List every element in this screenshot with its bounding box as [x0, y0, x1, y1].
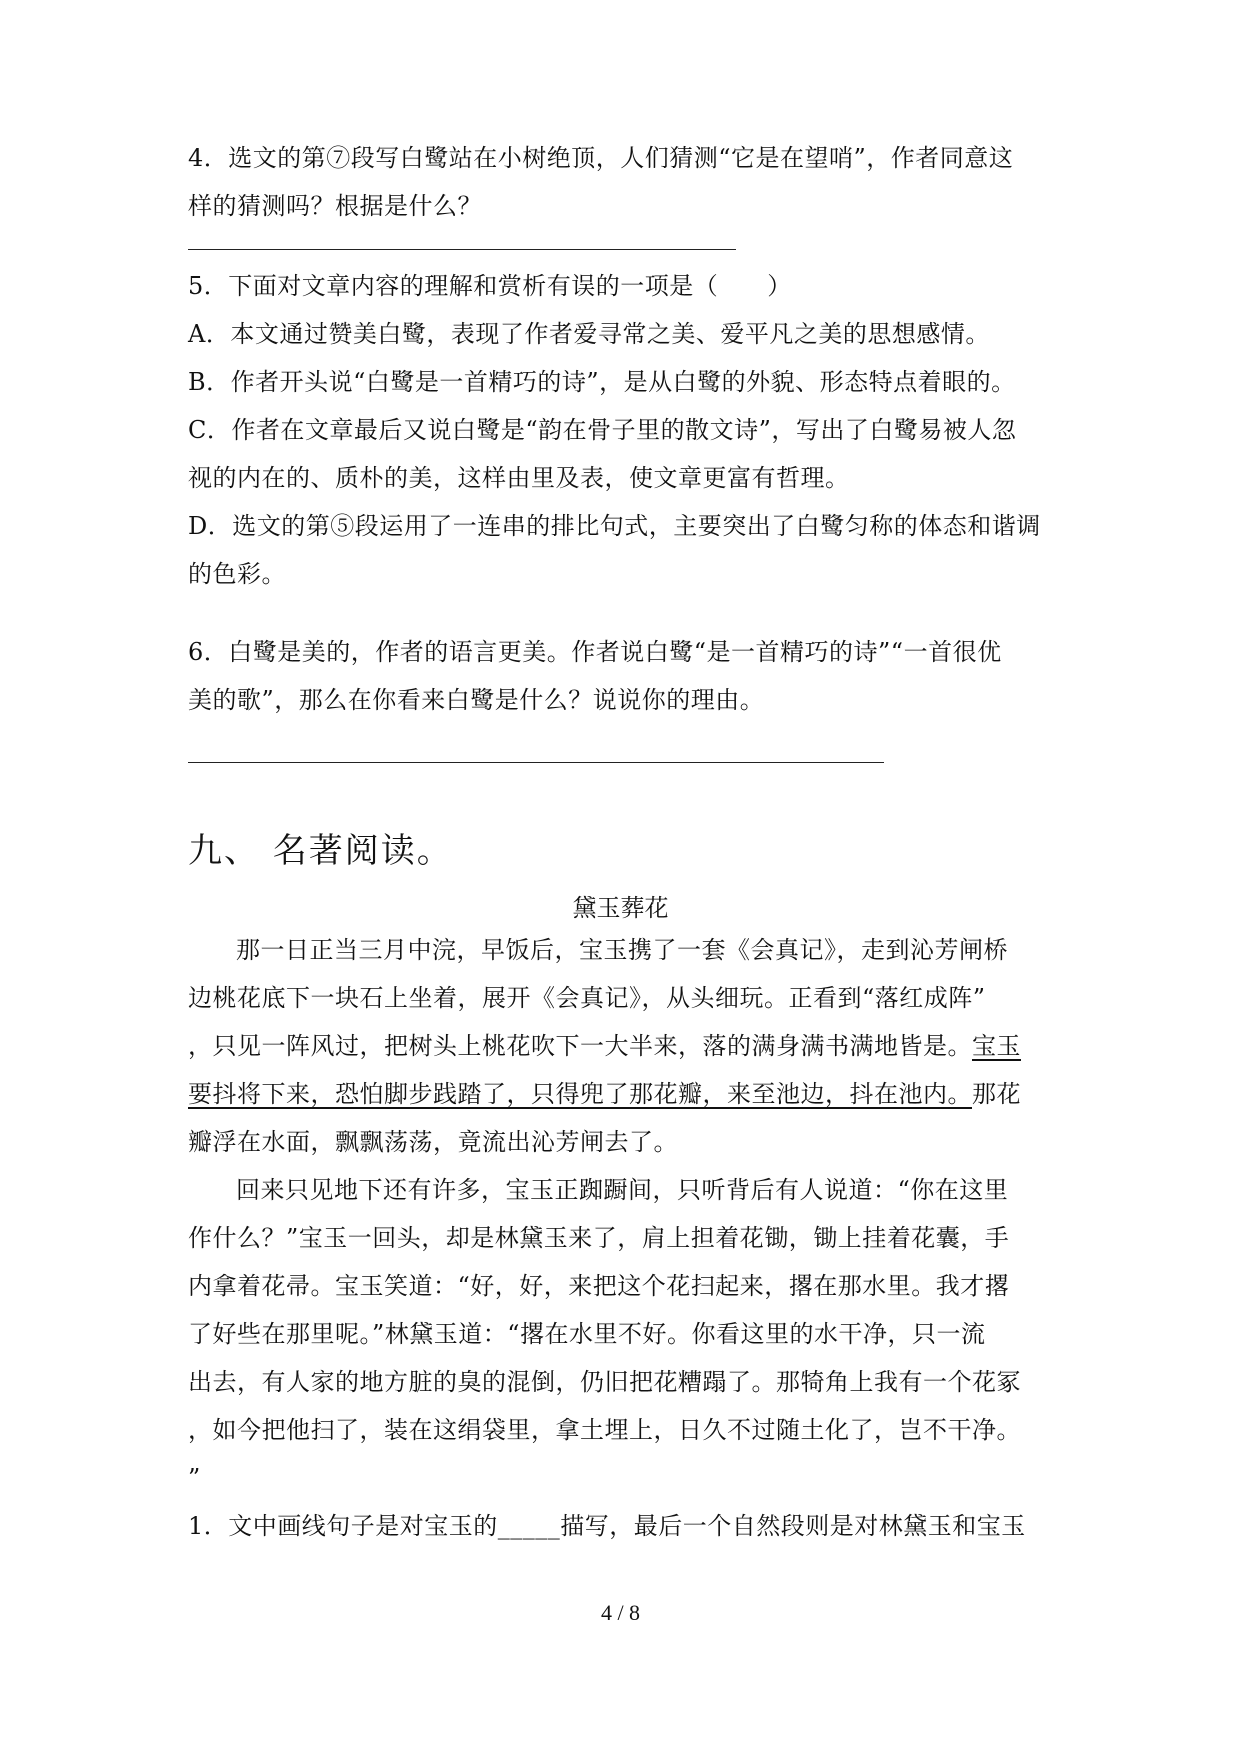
question-4-line-2: 样的猜测吗？根据是什么？: [188, 192, 482, 220]
question-9-1: 1．文中画线句子是对宝玉的_____描写，最后一个自然段则是对林黛玉和宝玉: [188, 1512, 1026, 1540]
question-5-stem: 5．下面对文章内容的理解和赏析有误的一项是（ ）: [188, 272, 792, 300]
paragraph-1-line-1: 那一日正当三月中浣，早饭后，宝玉携了一套《会真记》，走到沁芳闸桥: [236, 936, 1008, 964]
option-a: A．本文通过赞美白鹭，表现了作者爱寻常之美、爱平凡之美的思想感情。: [188, 320, 990, 348]
underlined-sentence-end: 要抖将下来，恐怕脚步践踏了，只得兜了那花瓣，来至池边，抖在池内。: [188, 1080, 972, 1108]
option-c-line-2: 视的内在的、质朴的美，这样由里及表，使文章更富有哲理。: [188, 464, 850, 492]
paragraph-1-line-5: 瓣浮在水面，飘飘荡荡，竟流出沁芳闸去了。: [188, 1128, 678, 1156]
page-number: 4 / 8: [600, 1600, 641, 1625]
article-title: 黛玉葬花: [572, 894, 669, 922]
paragraph-2-line-6: ，如今把他扫了，装在这绢袋里，拿土埋上，日久不过随土化了，岂不干净。: [188, 1416, 1021, 1444]
article-body: [188, 926, 1060, 1550]
option-b: B．作者开头说“白鹭是一首精巧的诗”，是从白鹭的外貌、形态特点着眼的。: [188, 368, 1016, 396]
paragraph-2-line-7: ”: [188, 1464, 201, 1492]
question-4: [188, 134, 1060, 230]
option-c-line-1: C．作者在文章最后又说白鹭是“韵在骨子里的散文诗”，写出了白鹭易被人忽: [188, 416, 1017, 444]
paragraph-1-line-2: 边桃花底下一块石上坐着，展开《会真记》，从头细玩。正看到“落红成阵”: [188, 984, 986, 1012]
underlined-sentence-start: 宝玉: [972, 1032, 1021, 1060]
question-6: [188, 628, 1060, 724]
paragraph-1-line-3: [188, 1022, 1060, 1070]
question-6-line-1: 6．白鹭是美的，作者的语言更美。作者说白鹭“是一首精巧的诗”“一首很优: [188, 638, 1002, 666]
paragraph-2-line-4: 了好些在那里呢。”林黛玉道：“撂在水里不好。你看这里的水干净，只一流: [188, 1320, 986, 1348]
paragraph-2-line-1: 回来只见地下还有许多，宝玉正踟蹰间，只听背后有人说道：“你在这里: [236, 1176, 1009, 1204]
paragraph-1-line-4: [188, 1070, 1060, 1118]
paragraph-2-line-3: 内拿着花帚。宝玉笑道：“好，好，来把这个花扫起来，撂在那水里。我才撂: [188, 1272, 1010, 1300]
answer-blank-q4[interactable]: [188, 249, 736, 250]
paragraph-2-line-2: 作什么？”宝玉一回头，却是林黛玉来了，肩上担着花锄，锄上挂着花囊，手: [188, 1224, 1010, 1252]
option-d-line-2: 的色彩。: [188, 560, 286, 588]
option-d-line-1: D．选文的第⑤段运用了一连串的排比句式，主要突出了白鹭匀称的体态和谐调: [188, 512, 1041, 540]
question-6-line-2: 美的歌”，那么在你看来白鹭是什么？说说你的理由。: [188, 686, 765, 714]
question-4-line-1: 4．选文的第⑦段写白鹭站在小树绝顶，人们猜测“它是在望哨”，作者同意这: [188, 144, 1014, 172]
paragraph-1-line-3-text: ，只见一阵风过，把树头上桃花吹下一大半来，落的满身满书满地皆是。: [188, 1032, 972, 1060]
question-5: [188, 262, 1060, 598]
paragraph-1-line-4-text: 那花: [972, 1080, 1021, 1108]
section-title: 九、 名著阅读。: [188, 831, 453, 871]
answer-blank-q6[interactable]: [188, 762, 884, 763]
paragraph-2-line-5: 出去，有人家的地方脏的臭的混倒，仍旧把花糟蹋了。那犄角上我有一个花冢: [188, 1368, 1021, 1396]
